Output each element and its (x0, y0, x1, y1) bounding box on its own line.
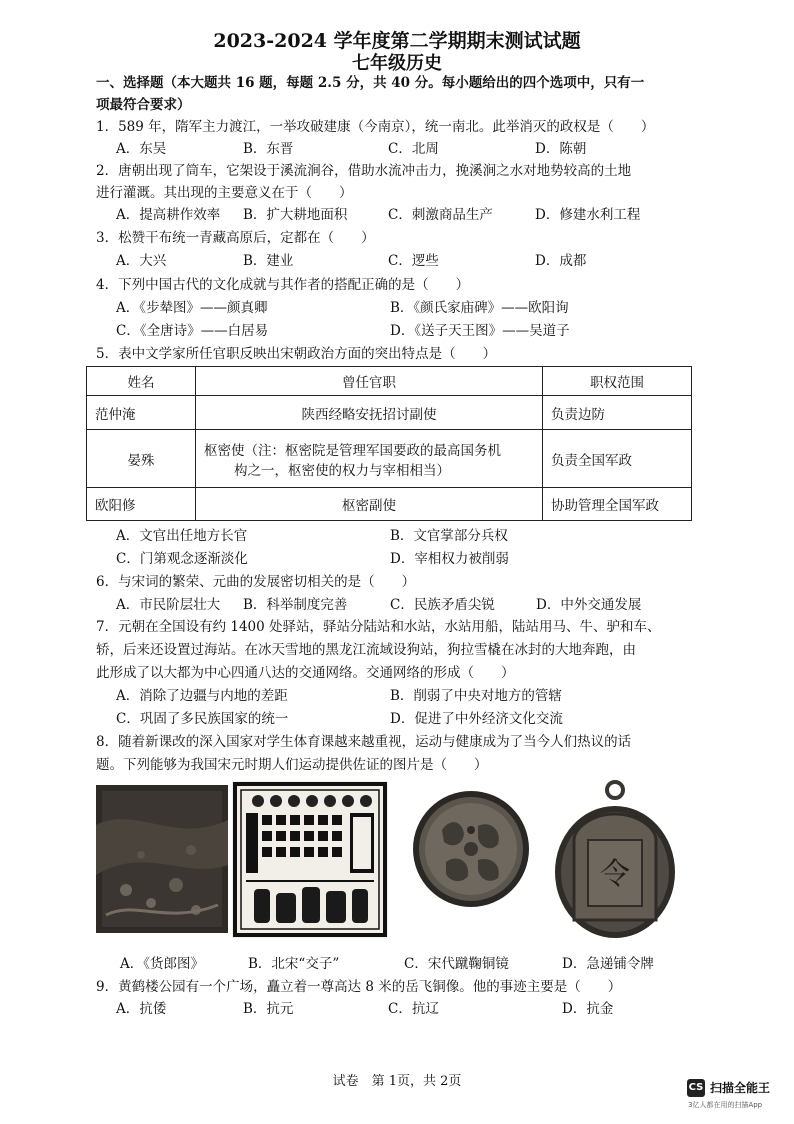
q7-option-d: D．促进了中外经济文化交流 (390, 711, 563, 727)
q9-stem: 9．黄鹤楼公园有一个广场，矗立着一尊高达 8 米的岳飞铜像。他的事迹主要是（ ） (96, 979, 622, 995)
section-heading: 一、选择题（本大题共 16 题，每题 2.5 分，共 40 分。每小题给出的四个选项中，只有一 (96, 75, 645, 91)
q5-row3-office: 枢密副使 (196, 488, 543, 521)
scanner-app-name: 扫描全能王 (710, 1081, 771, 1095)
jiaozi-banknote-image (232, 781, 388, 938)
q8-option-b: B．北宋“交子” (248, 956, 340, 972)
q2-option-d: D．修建水利工程 (535, 207, 641, 223)
q5-option-c: C．门第观念逐渐淡化 (116, 551, 248, 567)
q4-option-c: C．《全唐诗》——白居易 (116, 323, 269, 339)
q5-row2-office: 枢密使（注：枢密院是管理军国要政的最高国务机 (204, 442, 501, 459)
q3-stem: 3．松赞干布统一青藏高原后，定都在（ ） (96, 230, 375, 246)
painting-graphic (96, 785, 228, 933)
q3-option-b: B．建业 (243, 253, 294, 269)
q8-option-c: C．宋代蹴鞠铜镜 (404, 956, 509, 972)
table-row (87, 430, 692, 488)
q6-option-a: A．市民阶层壮大 (116, 597, 221, 613)
q1-stem: 1．589 年，隋军主力渡江，一举攻破建康（今南京），统一南北。此举消灭的政权是（ ） (96, 119, 655, 135)
table-row (87, 488, 692, 521)
q5-row3-scope: 协助管理全国军政 (543, 488, 692, 521)
painting-image (96, 785, 228, 933)
q9-option-d: D．抗金 (562, 1001, 614, 1017)
q1-option-d: D．陈朝 (535, 141, 587, 157)
q3-option-a: A．大兴 (116, 253, 167, 269)
q8-option-a: A．《货郎图》 (120, 956, 204, 972)
scanner-logo-icon: CS (687, 1079, 705, 1097)
q5-header-name: 姓名 (87, 367, 196, 396)
q5-table-header (87, 367, 692, 396)
q9-option-c: C．抗辽 (388, 1001, 439, 1017)
q4-option-d: D．《送子天王图》——吴道子 (390, 323, 570, 339)
q2-stem: 2．唐朝出现了筒车，它架设于溪流涧谷，借助水流冲击力，挽溪涧之水对地势较高的土地 (96, 163, 632, 179)
q5-header-office: 曾任官职 (196, 367, 543, 396)
exam-subject: 七年级历史 (352, 53, 442, 74)
q8-stem: 8．随着新课改的深入国家对学生体育课越来越重视，运动与健康成为了当今人们热议的话 (96, 734, 632, 750)
q7-stem: 7．元朝在全国设有约 1400 处驿站，驿站分陆站和水站，水站用船，陆站用马、牛、驴和车、 (96, 619, 661, 635)
scanner-app-tagline: 3亿人都在用的扫描App (688, 1101, 763, 1109)
q5-row2-office-cell (196, 430, 543, 488)
q1-option-a: A．东吴 (116, 141, 167, 157)
q5-option-b: B．文官掌部分兵权 (390, 528, 508, 544)
q5-stem: 5．表中文学家所任官职反映出宋朝政治方面的突出特点是（ ） (96, 346, 497, 362)
q8-stem-cont: 题。下列能够为我国宋元时期人们运动提供佐证的图片是（ ） (96, 757, 488, 773)
q4-option-b: B．《颜氏家庙碑》——欧阳询 (390, 300, 569, 316)
q6-option-d: D．中外交通发展 (536, 597, 642, 613)
q5-header-scope: 职权范围 (543, 367, 692, 396)
q1-option-c: C．北周 (388, 141, 439, 157)
q6-option-c: C．民族矛盾尖锐 (390, 597, 495, 613)
q5-row2-office-cont: 构之一，枢密使的权力与宰相相当） (234, 462, 450, 479)
q5-option-d: D．宰相权力被削弱 (390, 551, 509, 567)
section-heading-cont: 项最符合要求） (96, 97, 191, 113)
q7-stem-cont2: 此形成了以大都为中心四通八达的交通网络。交通网络的形成（ ） (96, 665, 515, 681)
q3-option-c: C．逻些 (388, 253, 439, 269)
q4-stem: 4．下列中国古代的文化成就与其作者的搭配正确的是（ ） (96, 277, 470, 293)
q7-option-b: B．削弱了中央对地方的管辖 (390, 688, 562, 704)
q5-table (86, 366, 692, 521)
q5-row1-name: 范仲淹 (87, 396, 196, 430)
cuju-bronze-mirror-image (412, 790, 530, 908)
q7-option-c: C．巩固了多民族国家的统一 (116, 711, 289, 727)
q2-option-b: B．扩大耕地面积 (243, 207, 348, 223)
q5-row2-scope: 负责全国军政 (543, 430, 692, 488)
q5-row3-name: 欧阳修 (87, 488, 196, 521)
q2-option-c: C．刺激商品生产 (388, 207, 493, 223)
q8-option-d: D．急递铺令牌 (562, 956, 654, 972)
banknote-graphic (232, 781, 388, 938)
q1-option-b: B．东晋 (243, 141, 294, 157)
token-char: 令 (600, 857, 630, 892)
token-graphic (552, 780, 678, 940)
q5-row2-name: 晏殊 (87, 430, 196, 488)
page-footer: 试卷 第 1页，共 2页 (332, 1074, 462, 1089)
mirror-graphic (412, 790, 530, 908)
token-image (552, 780, 678, 940)
table-row (87, 396, 692, 430)
q3-option-d: D．成都 (535, 253, 587, 269)
q5-row1-scope: 负责边防 (543, 396, 692, 430)
q5-option-a: A．文官出任地方长官 (116, 528, 248, 544)
q6-option-b: B．科举制度完善 (243, 597, 348, 613)
q9-option-b: B．抗元 (243, 1001, 294, 1017)
q4-option-a: A．《步辇图》——颜真卿 (116, 300, 268, 316)
exam-title: 2023-2024 学年度第二学期期末测试试题 (213, 30, 581, 52)
q7-stem-cont1: 轿，后来还设置过海站。在冰天雪地的黑龙江流域设狗站，狗拉雪橇在冰封的大地奔跑，由 (96, 642, 636, 658)
q5-row1-office: 陕西经略安抚招讨副使 (196, 396, 543, 430)
q2-stem-cont: 进行灌溉。其出现的主要意义在于（ ） (96, 185, 353, 201)
q2-option-a: A．提高耕作效率 (116, 207, 221, 223)
q9-option-a: A．抗倭 (116, 1001, 167, 1017)
q6-stem: 6．与宋词的繁荣、元曲的发展密切相关的是（ ） (96, 574, 416, 590)
q7-option-a: A．消除了边疆与内地的差距 (116, 688, 288, 704)
